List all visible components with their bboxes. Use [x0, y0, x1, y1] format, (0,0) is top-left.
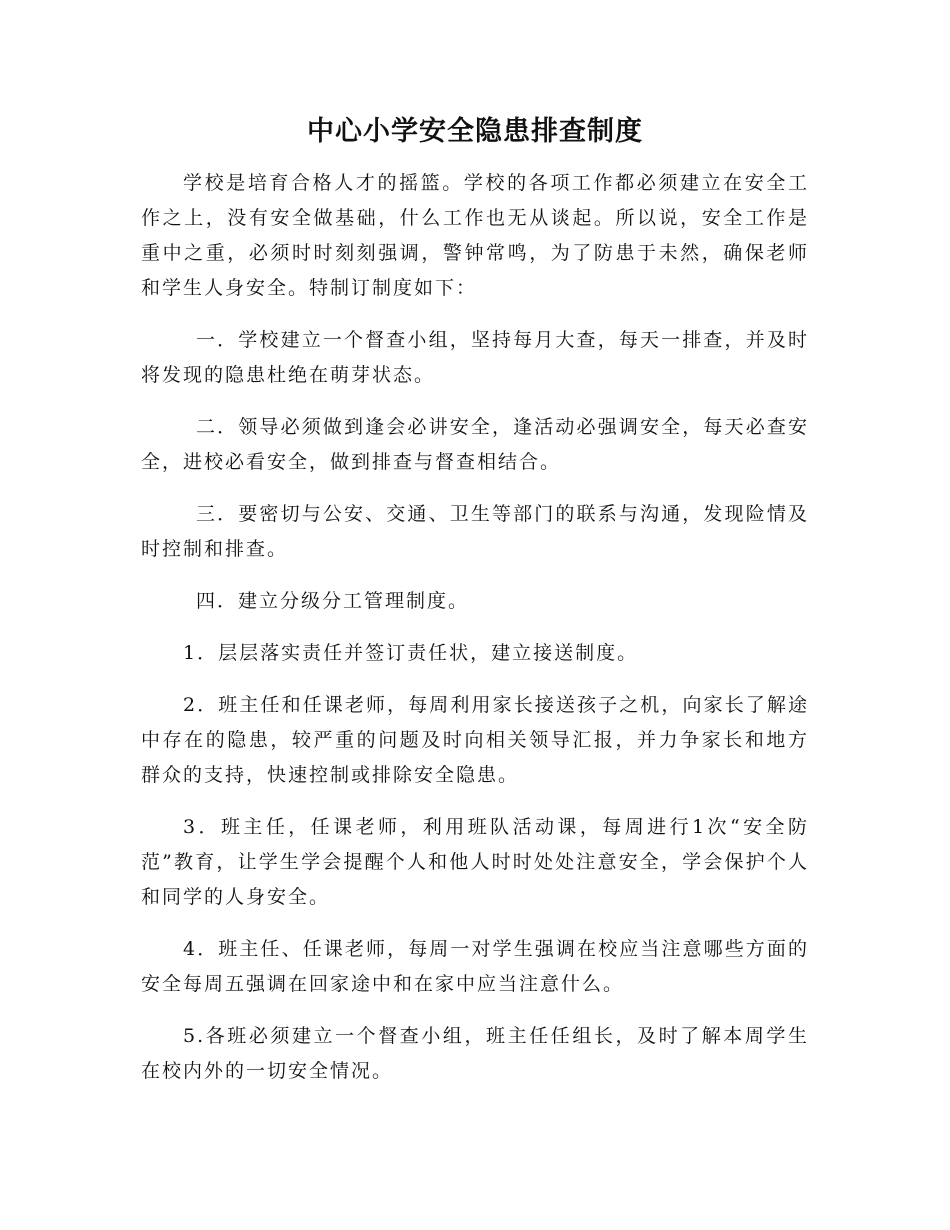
rule-paragraph-1: 一．学校建立一个督查小组，坚持每月大查，每天一排查，并及时将发现的隐患杜绝在萌芽状态。 [141, 329, 809, 386]
intro-paragraph: 学校是培育合格人才的摇篮。学校的各项工作都必须建立在安全工作之上，没有安全做基础，什么工作也无从谈起。所以说，安全工作是重中之重，必须时时刻刻强调，警钟常鸣，为了防患于未然，确保老师和学生人身安全。特制订制度如下： [141, 172, 809, 299]
rule-paragraph-4: 四．建立分级分工管理制度。 [196, 590, 470, 612]
document-title: 中心小学安全隐患排查制度 [307, 116, 643, 147]
sub-rule-paragraph-4: 4．班主任、任课老师，每周一对学生强调在校应当注意哪些方面的安全每周五强调在回家途中和在家中应当注意什么。 [141, 938, 809, 995]
sub-rule-paragraph-1: 1．层层落实责任并签订责任状，建立接送制度。 [183, 642, 639, 664]
rule-paragraph-3: 三．要密切与公安、交通、卫生等部门的联系与沟通，发现险情及时控制和排查。 [141, 503, 809, 560]
rule-paragraph-2: 二．领导必须做到逢会必讲安全，逢活动必强调安全，每天必查安全，进校必看安全，做到排查与督查相结合。 [141, 416, 809, 473]
sub-rule-paragraph-3: 3．班主任，任课老师，利用班队活动课，每周进行1次“安全防范”教育，让学生学会提醒个人和他人时时处处注意安全，学会保护个人和同学的人身安全。 [141, 816, 809, 908]
sub-rule-paragraph-5: 5.各班必须建立一个督查小组，班主任任组长，及时了解本周学生在校内外的一切安全情况。 [141, 1025, 809, 1082]
sub-rule-paragraph-2: 2．班主任和任课老师，每周利用家长接送孩子之机，向家长了解途中存在的隐患，较严重的问题及时向相关领导汇报，并力争家长和地方群众的支持，快速控制或排除安全隐患。 [141, 694, 809, 786]
document-body [141, 166, 809, 1106]
